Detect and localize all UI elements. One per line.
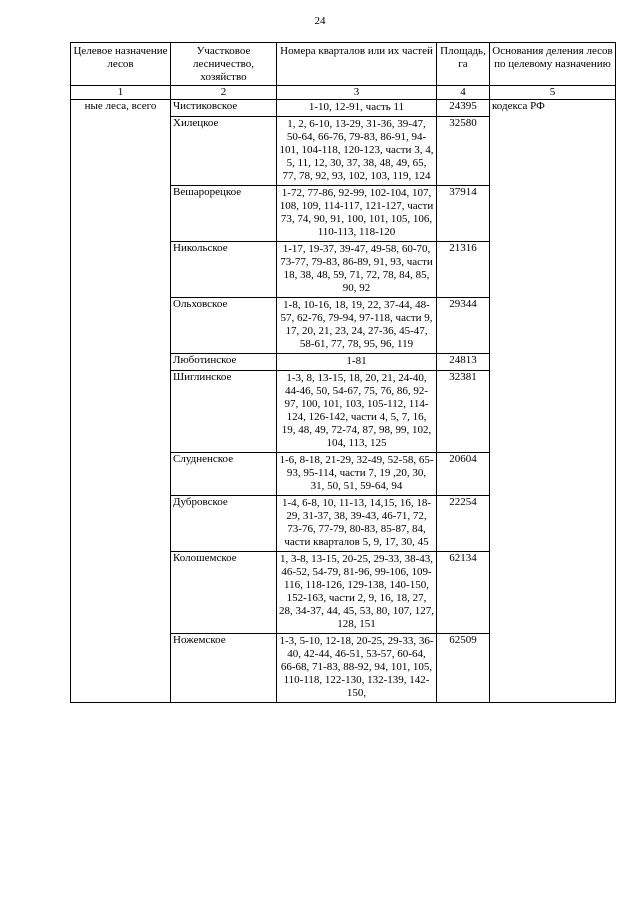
area-value: 29344 (437, 298, 490, 354)
quarters-list: 1-72, 77-86, 92-99, 102-104, 107, 108, 109, 114-117, 121-127, части 73, 74, 90, 91, 100, 101, 105, 106, 110-113, 118-120 (277, 186, 437, 242)
quarters-list: 1-3, 5-10, 12-18, 20-25, 29-33, 36-40, 42-44, 46-51, 53-57, 60-64, 66-68, 71-83, 88-92, 94, 101, 105, 110-118, 122-130, 132-139, 142-150, (277, 634, 437, 703)
area-value: 62509 (437, 634, 490, 703)
header-purpose: Целевое назначение лесов (71, 43, 171, 86)
area-value: 62134 (437, 552, 490, 634)
table-row (71, 100, 616, 117)
forestry-name: Чистиковское (171, 100, 277, 117)
quarters-list: 1-4, 6-8, 10, 11-13, 14,15, 16, 18-29, 31-37, 38, 39-43, 46-71, 72, 73-76, 77-79, 80-83, 85-87, 84, части кварталов 5, 9, 17, 30, 45 (277, 496, 437, 552)
header-area: Площадь, га (437, 43, 490, 86)
forestry-name: Шиглинское (171, 371, 277, 453)
quarters-list: 1-8, 10-16, 18, 19, 22, 37-44, 48-57, 62-76, 79-94, 97-118, части 9, 17, 20, 21, 23, 24, 27-36, 45-47, 58-61, 77, 78, 95, 96, 119 (277, 298, 437, 354)
header-quarters: Номера кварталов или их частей (277, 43, 437, 86)
quarters-list: 1-3, 8, 13-15, 18, 20, 21, 24-40, 44-46, 50, 54-67, 75, 76, 86, 92-97, 100, 101, 103, 105-112, 114-124, 126-142, части 4, 5, 7, 16, 19, 48, 49, 72-74, 87, 98, 99, 102, 104, 113, 125 (277, 371, 437, 453)
column-number: 4 (437, 86, 490, 100)
quarters-list: 1, 3-8, 13-15, 20-25, 29-33, 38-43, 46-52, 54-79, 81-96, 99-106, 109-116, 118-126, 129-138, 140-150, 152-163, части 2, 9, 16, 18, 27, 28, 34-37, 44, 45, 53, 80, 107, 127, 128, 151 (277, 552, 437, 634)
column-number: 3 (277, 86, 437, 100)
quarters-list: 1, 2, 6-10, 13-29, 31-36, 39-47, 50-64, 66-76, 79-83, 86-91, 94-101, 104-118, 120-123, части 3, 4, 5, 11, 12, 30, 37, 38, 48, 49, 65, 77, 78, 92, 93, 102, 103, 119, 124 (277, 117, 437, 186)
forestry-name: Слудненское (171, 453, 277, 496)
header-basis: Основания деления лесов по целевому назначению (490, 43, 616, 86)
forestry-name: Люботинское (171, 354, 277, 371)
area-value: 32580 (437, 117, 490, 186)
forest-purpose-table (70, 42, 616, 703)
quarters-list: 1-17, 19-37, 39-47, 49-58, 60-70, 73-77, 79-83, 86-89, 91, 93, части 18, 38, 48, 59, 71, 72, 78, 84, 85, 90, 92 (277, 242, 437, 298)
area-value: 24395 (437, 100, 490, 117)
area-value: 37914 (437, 186, 490, 242)
page-number: 24 (314, 15, 326, 27)
forestry-name: Никольское (171, 242, 277, 298)
quarters-list: 1-10, 12-91, часть 11 (277, 100, 437, 117)
quarters-list: 1-81 (277, 354, 437, 371)
forestry-name: Колошемское (171, 552, 277, 634)
basis-cell: кодекса РФ (490, 100, 616, 703)
area-value: 22254 (437, 496, 490, 552)
forestry-name: Ножемское (171, 634, 277, 703)
column-number: 2 (171, 86, 277, 100)
purpose-cell: ные леса, всего (71, 100, 171, 703)
forestry-name: Ольховское (171, 298, 277, 354)
forestry-name: Дубровское (171, 496, 277, 552)
area-value: 21316 (437, 242, 490, 298)
forestry-name: Хилецкое (171, 117, 277, 186)
quarters-list: 1-6, 8-18, 21-29, 32-49, 52-58, 65-93, 95-114, части 7, 19 ,20, 30, 31, 50, 51, 59-64, 94 (277, 453, 437, 496)
header-forestry: Участковое лесничество, хозяйство (171, 43, 277, 86)
column-number: 5 (490, 86, 616, 100)
column-number-row (71, 86, 616, 100)
column-number: 1 (71, 86, 171, 100)
area-value: 24813 (437, 354, 490, 371)
area-value: 20604 (437, 453, 490, 496)
header-row (71, 43, 616, 86)
area-value: 32381 (437, 371, 490, 453)
forestry-name: Вешарорецкое (171, 186, 277, 242)
